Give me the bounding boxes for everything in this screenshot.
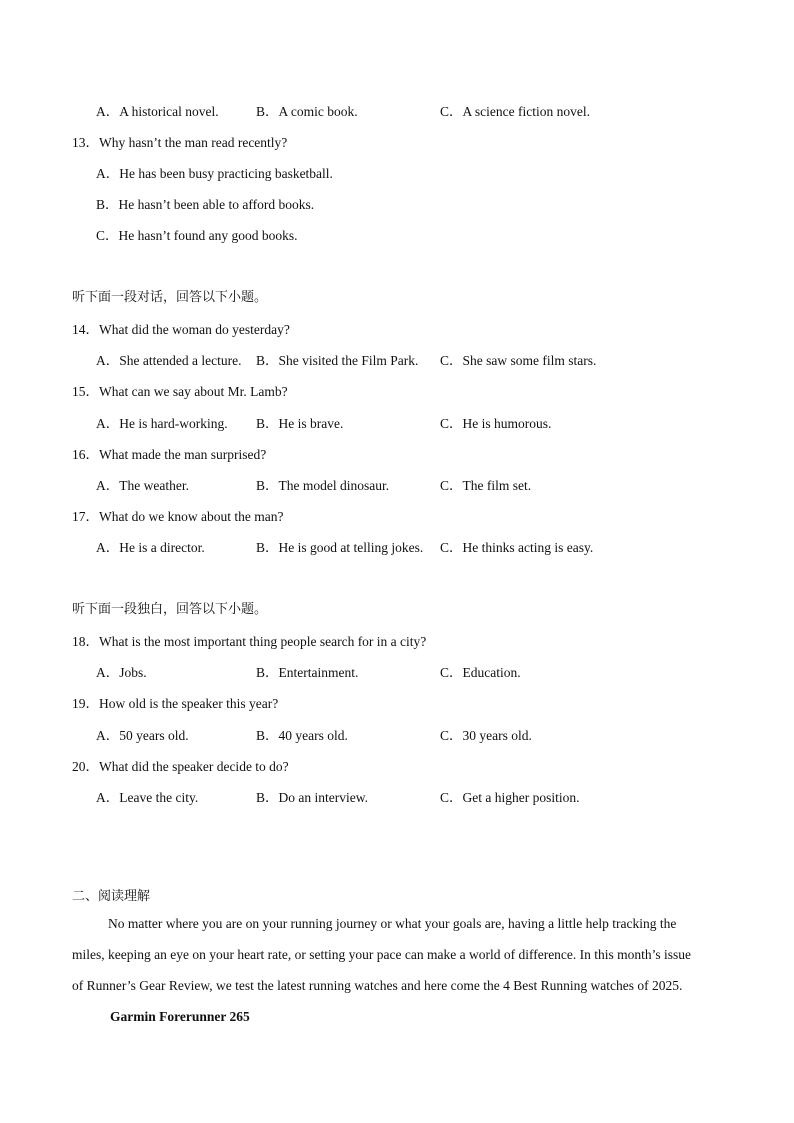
q14-option-c: C．She saw some film stars. <box>440 353 597 368</box>
q13-option-b: B．He hasn’t been able to afford books. <box>96 197 315 212</box>
q18-option-a: A．Jobs. <box>96 665 147 680</box>
passage-line-1: No matter where you are on your running journey or what your goals are, having a little help tracking the <box>108 916 677 931</box>
q19-option-b: B．40 years old. <box>256 728 348 743</box>
q15-option-a: A．He is hard-working. <box>96 416 228 431</box>
q19-option-a: A．50 years old. <box>96 728 189 743</box>
q18-stem: 18．What is the most important thing people search for in a city? <box>72 634 427 649</box>
passage-line-2: miles, keeping an eye on your heart rate, or setting your pace can make a world of difference. In this month’s issue <box>72 947 692 962</box>
reading-passage <box>72 908 722 939</box>
q15-stem: 15．What can we say about Mr. Lamb? <box>72 384 288 399</box>
q20-option-c: C．Get a higher position. <box>440 790 580 805</box>
q17-option-a: A．He is a director. <box>96 540 205 555</box>
q15-option-b: B．He is brave. <box>256 416 344 431</box>
section-heading-dialogue: 听下面一段对话，回答以下小题。 <box>72 290 268 305</box>
q18-option-b: B．Entertainment. <box>256 665 359 680</box>
product-subheading: Garmin Forerunner 265 <box>110 1009 250 1024</box>
q16-option-b: B．The model dinosaur. <box>256 478 390 493</box>
q14-option-a: A．She attended a lecture. <box>96 353 242 368</box>
q12-option-b: B．A comic book. <box>256 104 358 119</box>
q13-option-a: A．He has been busy practicing basketball. <box>96 166 333 181</box>
q17-stem: 17．What do we know about the man? <box>72 509 284 524</box>
section-heading-reading: 二、阅读理解 <box>72 889 151 904</box>
q14-option-b: B．She visited the Film Park. <box>256 353 419 368</box>
q16-stem: 16．What made the man surprised? <box>72 447 267 462</box>
q16-option-a: A．The weather. <box>96 478 189 493</box>
q12-option-c: C．A science fiction novel. <box>440 104 590 119</box>
q17-option-b: B．He is good at telling jokes. <box>256 540 424 555</box>
q12-option-a: A．A historical novel. <box>96 104 219 119</box>
q19-option-c: C．30 years old. <box>440 728 532 743</box>
passage-line-3: of Runner’s Gear Review, we test the latest running watches and here come the 4 Best Running watches of 2025. <box>72 978 683 993</box>
q20-option-a: A．Leave the city. <box>96 790 199 805</box>
q13-option-c: C．He hasn’t found any good books. <box>96 228 298 243</box>
q18-option-c: C．Education. <box>440 665 521 680</box>
q20-option-b: B．Do an interview. <box>256 790 368 805</box>
q15-option-c: C．He is humorous. <box>440 416 552 431</box>
q20-stem: 20．What did the speaker decide to do? <box>72 759 289 774</box>
q13-stem: 13．Why hasn’t the man read recently? <box>72 135 288 150</box>
q19-stem: 19．How old is the speaker this year? <box>72 696 279 711</box>
q17-option-c: C．He thinks acting is easy. <box>440 540 594 555</box>
q16-option-c: C．The film set. <box>440 478 532 493</box>
q14-stem: 14．What did the woman do yesterday? <box>72 322 290 337</box>
section-heading-monologue: 听下面一段独白，回答以下小题。 <box>72 602 268 617</box>
